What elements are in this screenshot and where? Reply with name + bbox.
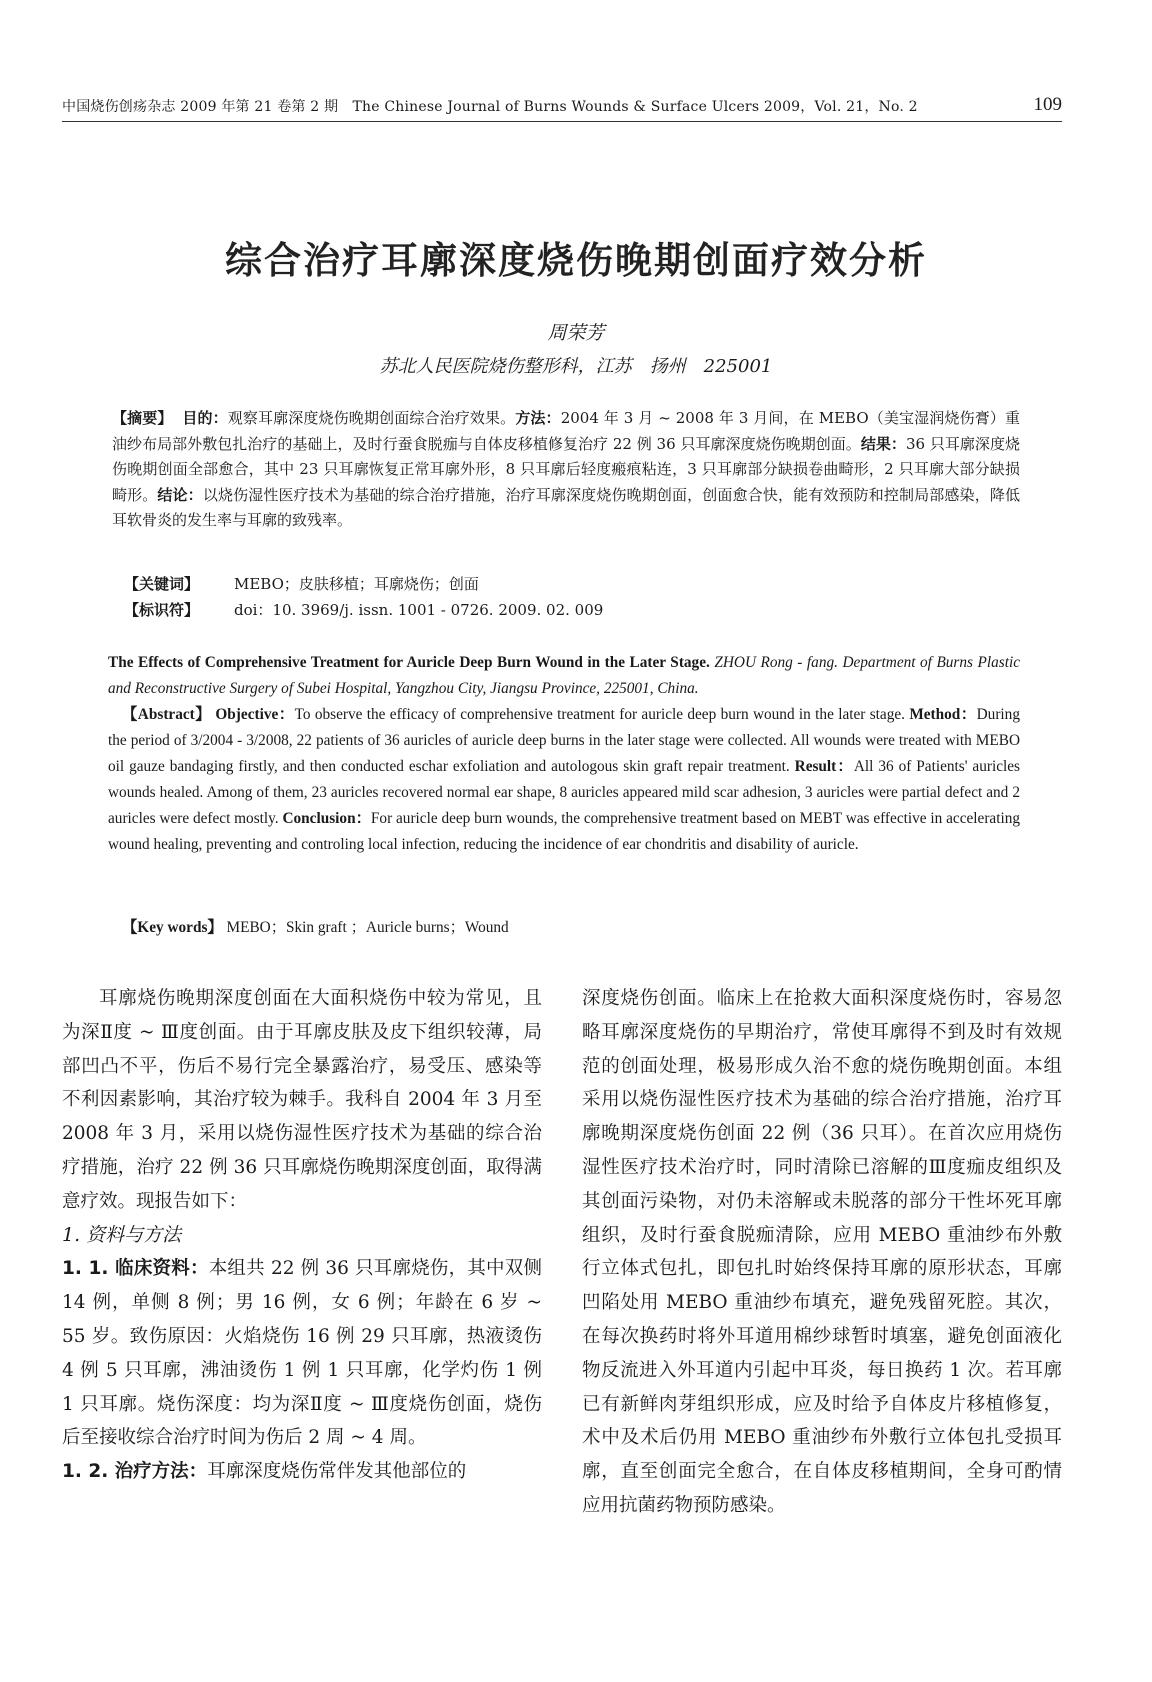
right-column-paragraph: 深度烧伤创面。临床上在抢救大面积深度烧伤时，容易忽略耳廓深度烧伤的早期治疗，常使耳廓得不到及时有效规范的创面处理，极易形成久治不愈的烧伤晚期创面。本组采用以烧伤湿性医疗技术为基础的综合治疗措施，治疗耳廓晚期深度烧伤创面 22 例（36 只耳）。在首次应用烧伤湿性医疗技术治疗时，同时清除已溶解的Ⅲ度痂皮组织及其创面污染物，对仍未溶解或未脱落的部分干性坏死耳廓组织，及时行蚕食脱痂清除，应用 MEBO 重油纱布外敷行立体式包扎，即包扎时始终保持耳廓的原形状态，耳廓凹陷处用 MEBO 重油纱布填充，避免残留死腔。其次，在每次换药时将外耳道用棉纱球暂时填塞，避免创面液化物反流进入外耳道内引起中耳炎，每日换药 1 次。若耳廓已有新鲜肉芽组织形成，应及时给予自体皮片移植修复，术中及术后仍用 MEBO 重油纱布外敷行立体包扎受损耳廓，直至创面完全愈合，在自体皮移植期间，全身可酌情应用抗菌药物预防感染。 xyxy=(582,988,1062,1516)
cn-identifier-label: 【标识符】 xyxy=(124,601,200,619)
intro-paragraph: 耳廓烧伤晚期深度创面在大面积烧伤中较为常见，且为深Ⅱ度 ~ Ⅲ度创面。由于耳廓皮肤及皮下组织较薄，局部凹凸不平，伤后不易行完全暴露治疗，易受压、感染等不利因素影响，其治疗较为棘手。我科自 2004 年 3 月至 2008 年 3 月，采用以烧伤湿性医疗技术为基础的综合治疗措施，治疗 22 例 36 只耳廓烧伤晚期深度创面，取得满意疗效。现报告如下： xyxy=(62,988,542,1212)
journal-citation: 中国烧伤创疡杂志 2009 年第 21 卷第 2 期 The Chinese Journal of Burns Wounds & Surface Ulcers 2009，Vol. 21，No. 2 xyxy=(62,99,918,115)
page-number: 109 xyxy=(1033,94,1062,115)
en-objective-label: Objective： xyxy=(215,706,295,723)
body-column-right xyxy=(582,982,1062,1523)
en-method-text: During the period of 3/2004 - 3/2008, 22 patients of 36 auricles of auricle deep burns in the later stage were collected. All wounds were treated with MEBO oil gauze bandaging firstly, and then conducted eschar exfoliation and autologous skin graft repair treatment. xyxy=(108,706,1020,775)
paper-title: 综合治疗耳廓深度烧伤晚期创面疗效分析 xyxy=(225,239,927,282)
en-abstract-label: 【Abstract】 xyxy=(122,706,212,723)
cn-conclusion-text: 以烧伤湿性医疗技术为基础的综合治疗措施，治疗耳廓深度烧伤晚期创面，创面愈合快，能有效预防和控制局部感染，降低耳软骨炎的发生率与耳廓的致残率。 xyxy=(112,485,1020,529)
english-abstract xyxy=(108,650,1020,858)
en-method-label: Method： xyxy=(909,706,977,723)
author-name: 周荣芳 xyxy=(547,322,605,344)
subsection-1-1-text: 本组共 22 例 36 只耳廓烧伤，其中双侧 14 例，单侧 8 例；男 16 例，女 6 例；年龄在 6 岁 ~ 55 岁。致伤原因：火焰烧伤 16 例 29 只耳廓，热液烫伤 4 例 5 只耳廓，沸油烫伤 1 例 1 只耳廓，化学灼伤 1 例 1 只耳廓。烧伤深度：均为深Ⅱ度 ~ Ⅲ度烧伤创面，烧伤后至接收综合治疗时间为伤后 2 周 ~ 4 周。 xyxy=(62,1258,542,1449)
en-result-text: All 36 of Patients' auricles wounds healed. Among of them, 23 auricles recovered normal ear shape, 8 auricles appeared mild scar adhesion, 3 auricles were partial defect and 2 auricles were defect mostly. xyxy=(108,758,1020,827)
section-1-heading: 1. 资料与方法 xyxy=(62,1223,182,1246)
cn-objective-text: 观察耳廓深度烧伤晚期创面综合治疗效果。 xyxy=(227,409,516,427)
en-authors-affiliation: ZHOU Rong - fang. Department of Burns Plastic and Reconstructive Surgery of Subei Hospital, Yangzhou City, Jiangsu Province, 225001, China. xyxy=(108,654,1020,697)
en-objective-text: To observe the efficacy of comprehensive treatment for auricle deep burn wound in the later stage. xyxy=(294,706,905,723)
subsection-1-1-label: 1. 1. 临床资料： xyxy=(62,1258,209,1280)
author-affiliation: 苏北人民医院烧伤整形科，江苏 扬州 225001 xyxy=(379,356,773,377)
cn-abstract-label: 【摘要】 xyxy=(112,409,173,427)
en-keywords-row xyxy=(122,915,509,937)
subsection-1-2 xyxy=(62,1455,542,1489)
subsection-1-2-label: 1. 2. 治疗方法： xyxy=(62,1461,208,1483)
cn-conclusion-label: 结论： xyxy=(157,485,203,504)
cn-result-label: 结果： xyxy=(860,434,906,453)
cn-identifier-row xyxy=(124,599,603,620)
cn-keywords: MEBO；皮肤移植；耳廓烧伤；创面 xyxy=(234,575,479,593)
running-header xyxy=(62,94,1062,120)
cn-keywords-row xyxy=(124,573,479,594)
en-result-label: Result： xyxy=(794,758,854,775)
en-title-line xyxy=(108,650,1020,702)
header-rule xyxy=(62,121,1062,122)
cn-keywords-label: 【关键词】 xyxy=(124,575,200,593)
en-conclusion-label: Conclusion： xyxy=(282,810,371,827)
doi: doi：10. 3969/j. issn. 1001 - 0726. 2009. 02. 009 xyxy=(234,601,604,619)
en-keywords: MEBO；Skin graft ；Auricle burns；Wound xyxy=(226,919,509,936)
en-conclusion-text: For auricle deep burn wounds, the comprehensive treatment based on MEBT was effective in accelerating wound healing, preventing and controling local infection, reducing the incidence of ear chondritis and disability of auricle. xyxy=(108,810,1020,853)
body-column-left xyxy=(62,982,542,1489)
chinese-abstract xyxy=(112,406,1020,534)
en-abstract-body xyxy=(108,702,1020,858)
en-title: The Effects of Comprehensive Treatment for Auricle Deep Burn Wound in the Later Stage. xyxy=(108,654,710,671)
en-keywords-label: 【Key words】 xyxy=(122,919,223,936)
cn-result-text: 36 只耳廓深度烧伤晚期创面全部愈合，其中 23 只耳廓恢复正常耳廓外形，8 只耳廓后轻度瘢痕粘连，3 只耳廓部分缺损卷曲畸形，2 只耳廓大部分缺损畸形。 xyxy=(112,434,1020,504)
subsection-1-2-text: 耳廓深度烧伤常伴发其他部位的 xyxy=(207,1461,467,1483)
cn-objective-label: 目的： xyxy=(182,409,228,427)
cn-method-label: 方法： xyxy=(515,409,561,427)
subsection-1-1 xyxy=(62,1252,542,1455)
cn-method-text: 2004 年 3 月 ~ 2008 年 3 月间，在 MEBO（美宝湿润烧伤膏）重油纱布局部外敷包扎治疗的基础上，及时行蚕食脱痂与自体皮移植修复治疗 22 例 36 只耳廓深度烧伤晚期创面。 xyxy=(112,409,1020,453)
